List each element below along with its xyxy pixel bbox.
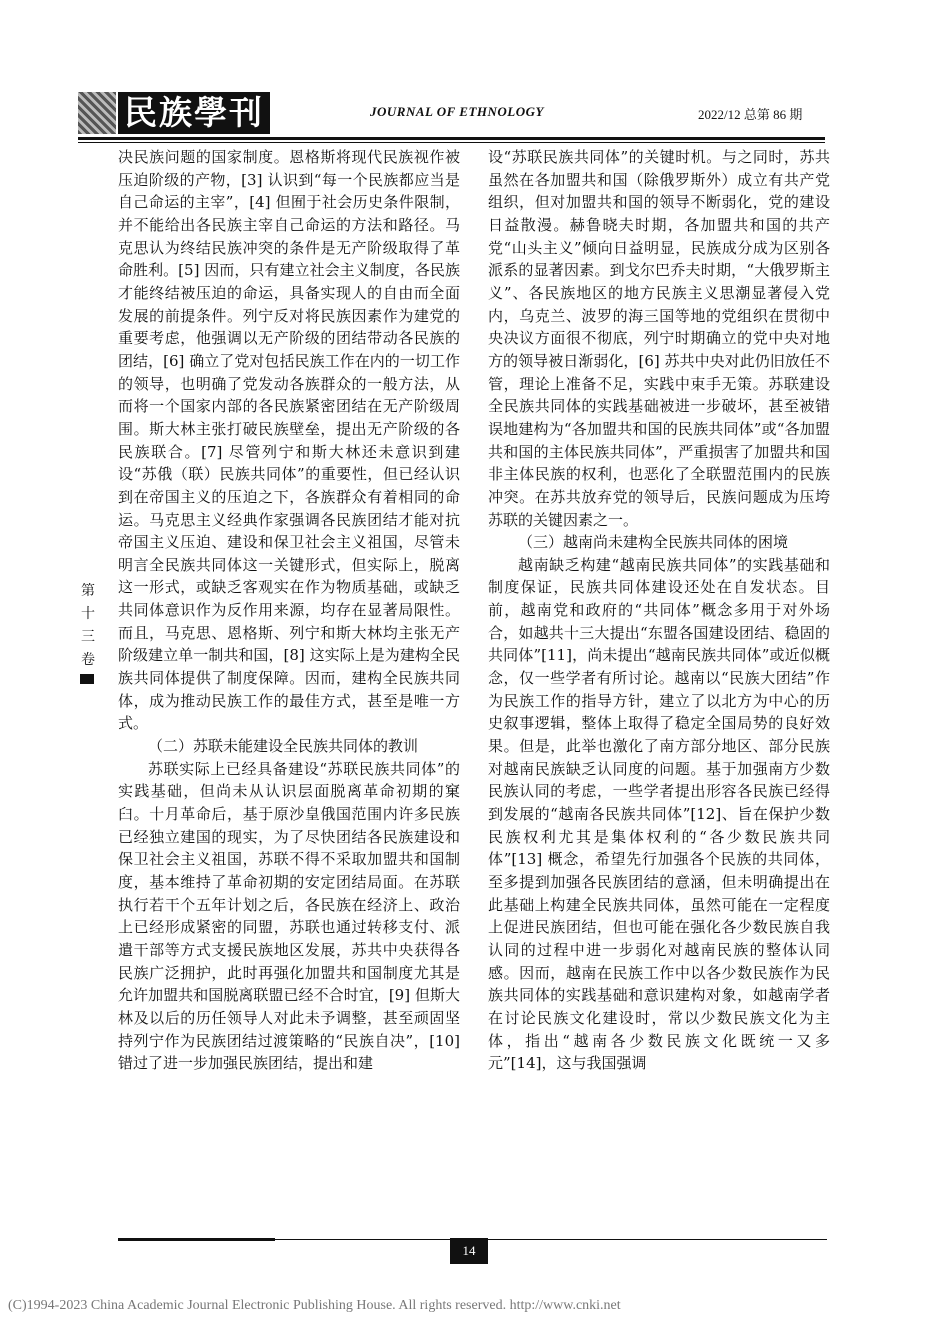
section-heading: （二）苏联未能建设全民族共同体的教训 [148, 737, 419, 756]
volume-label [80, 580, 96, 672]
paragraph: 越南缺乏构建“越南民族共同体”的实践基础和制度保证，民族共同体建设还处在自发状态。目前，越南党和政府的“共同体”概念多用于对外场合，如越共十三大提出“东盟各国建设团结、稳固的共同体”[11]，尚未提出“越南民族共同体”或近似概念，仅一些学者有所讨论。越南以“民族大团结”作为民族工作的指导方针，建立了以北方为中心的历史叙事逻辑，整体上取得了稳定全国局势的良好效果。但是，此举也激化了南方部分地区、部分民族对越南民族缺乏认同度的问题。基于加强南方少数民族认同的考虑，一些学者提出形容各民族已经得到发展的“越南各民族共同体”[12]、旨在保护少数民族权利尤其是集体权利的“各少数民族共同体”[13] 概念，希望先行加强各个民族的共同体，至多提到加强各民族团结的意涵，但未明确提出在此基础上构建全民族共同体，虽然可能在一定程度上促进民族团结，但也可能在强化各少数民族自我认同的过程中进一步弱化对越南民族的整体认同感。因而，越南在民族工作中以各少数民族作为民族共同体的实践基础和意识建构对象，如越南学者在讨论民族文化建设时，常以少数民族文化为主体，指出“越南各少数民族文化既统一又多元”[14]，这与我国强调 [488, 555, 830, 1073]
volume-marker [80, 674, 94, 684]
paragraph: 设“苏联民族共同体”的关键时机。与之同时，苏共虽然在各加盟共和国（除俄罗斯外）成立有共产党组织，但对加盟共和国的领导不断弱化，党的建设日益散漫。赫鲁晓夫时期，各加盟共和国的共产党“山头主义”倾向日益明显，民族成分成为区别各派系的显著因素。到戈尔巴乔夫时期，“大俄罗斯主义”、各民族地区的地方民族主义思潮显著侵入党内，乌克兰、波罗的海三国等地的党组织在贯彻中央决议方面很不彻底，列宁时期确立的党中央对地方的领导被日渐弱化，[6] 苏共中央对此仍旧放任不管，理论上准备不足，实践中束手无策。苏联建设全民族共同体的实践基础被进一步破坏，甚至被错误地建构为“各加盟共和国的民族共同体”或“各加盟共和国的主体民族共同体”，严重损害了加盟共和国非主体民族的权利，也恶化了全联盟范围内的民族冲突。在苏共放弃党的领导后，民族问题成为压垮苏联的关键因素之一。 [488, 148, 830, 529]
paragraph: 苏联实际上已经具备建设“苏联民族共同体”的实践基础，但尚未从认识层面脱离革命初期的窠臼。十月革命后，基于原沙皇俄国范围内许多民族已经独立建国的现实，为了尽快团结各民族建设和保卫社会主义祖国，苏联不得不采取加盟共和国制度，基本维持了革命初期的安定团结局面。在苏联执行若干个五年计划之后，各民族在经济上、政治上已经形成紧密的同盟，苏联也通过转移支付、派遣干部等方式支援民族地区发展，苏共中央获得各民族广泛拥护，此时再强化加盟共和国制度尤其是允许加盟共和国脱离联盟已经不合时宜，[9] 但斯大林及以后的历任领导人对此未予调整，甚至顽固坚持列宁作为民族团结过渡策略的“民族自决”，[10] 错过了进一步加强民族团结，提出和建 [118, 759, 460, 1073]
footer-rule-thin [275, 1239, 827, 1240]
section-heading: （三）越南尚未建构全民族共同体的困境 [518, 533, 789, 552]
left-column [118, 146, 460, 1075]
copyright-notice: (C)1994-2023 China Academic Journal Electronic Publishing House. All rights reserved. http://www.cnki.net [8, 1298, 621, 1313]
journal-logo: 民族學刊 [118, 92, 270, 134]
header-rule-thick [78, 137, 825, 140]
page-number: 14 [450, 1238, 488, 1264]
logo-pattern [78, 92, 116, 134]
volume-char: 三 [81, 629, 95, 645]
page-header [0, 0, 950, 150]
header-rule-thin [78, 142, 825, 143]
journal-english-title: JOURNAL OF ETHNOLOGY [370, 104, 544, 119]
volume-char: 第 [81, 583, 95, 599]
paragraph: 决民族问题的国家制度。恩格斯将现代民族视作被压迫阶级的产物，[3] 认识到“每一个民族都应当是自己命运的主宰”，[4] 但囿于社会历史条件限制，并不能给出各民族主宰自己命运的方法和路径。马克思认为终结民族冲突的条件是无产阶级取得了革命胜利。[5] 因而，只有建立社会主义制度，各民族才能终结被压迫的命运，具备实现人的自由而全面发展的前提条件。列宁反对将民族因素作为建党的重要考虑，他强调以无产阶级的团结带动各民族的团结，[6] 确立了党对包括民族工作在内的一切工作的领导，也明确了党发动各族群众的一般方法，从而将一个国家内部的各民族紧密团结在无产阶级周围。斯大林主张打破民族壁垒，提出无产阶级的各民族联合。[7] 尽管列宁和斯大林还未意识到建设“苏俄（联）民族共同体”的重要性，但已经认识到在帝国主义的压迫之下，各族群众有着相同的命运。马克思主义经典作家强调各民族团结才能对抗帝国主义压迫、建设和保卫社会主义祖国，尽管未明言全民族共同体这一关键形式，但实际上，脱离这一形式，或缺乏客观实在作为物质基础，或缺乏共同体意识作为反作用来源，均存在显著局限性。而且，马克思、恩格斯、列宁和斯大林均主张无产阶级建立单一制共和国，[8] 这实际上是为建构全民族共同体提供了制度保障。因而，建构全民族共同体，成为推动民族工作的最佳方式，甚至是唯一方式。 [118, 148, 460, 733]
issue-info: 2022/12 总第 86 期 [698, 107, 803, 122]
volume-char: 卷 [81, 652, 95, 668]
right-column [488, 146, 830, 1075]
footer-rule-thick [118, 1238, 275, 1241]
volume-char: 十 [81, 606, 95, 622]
